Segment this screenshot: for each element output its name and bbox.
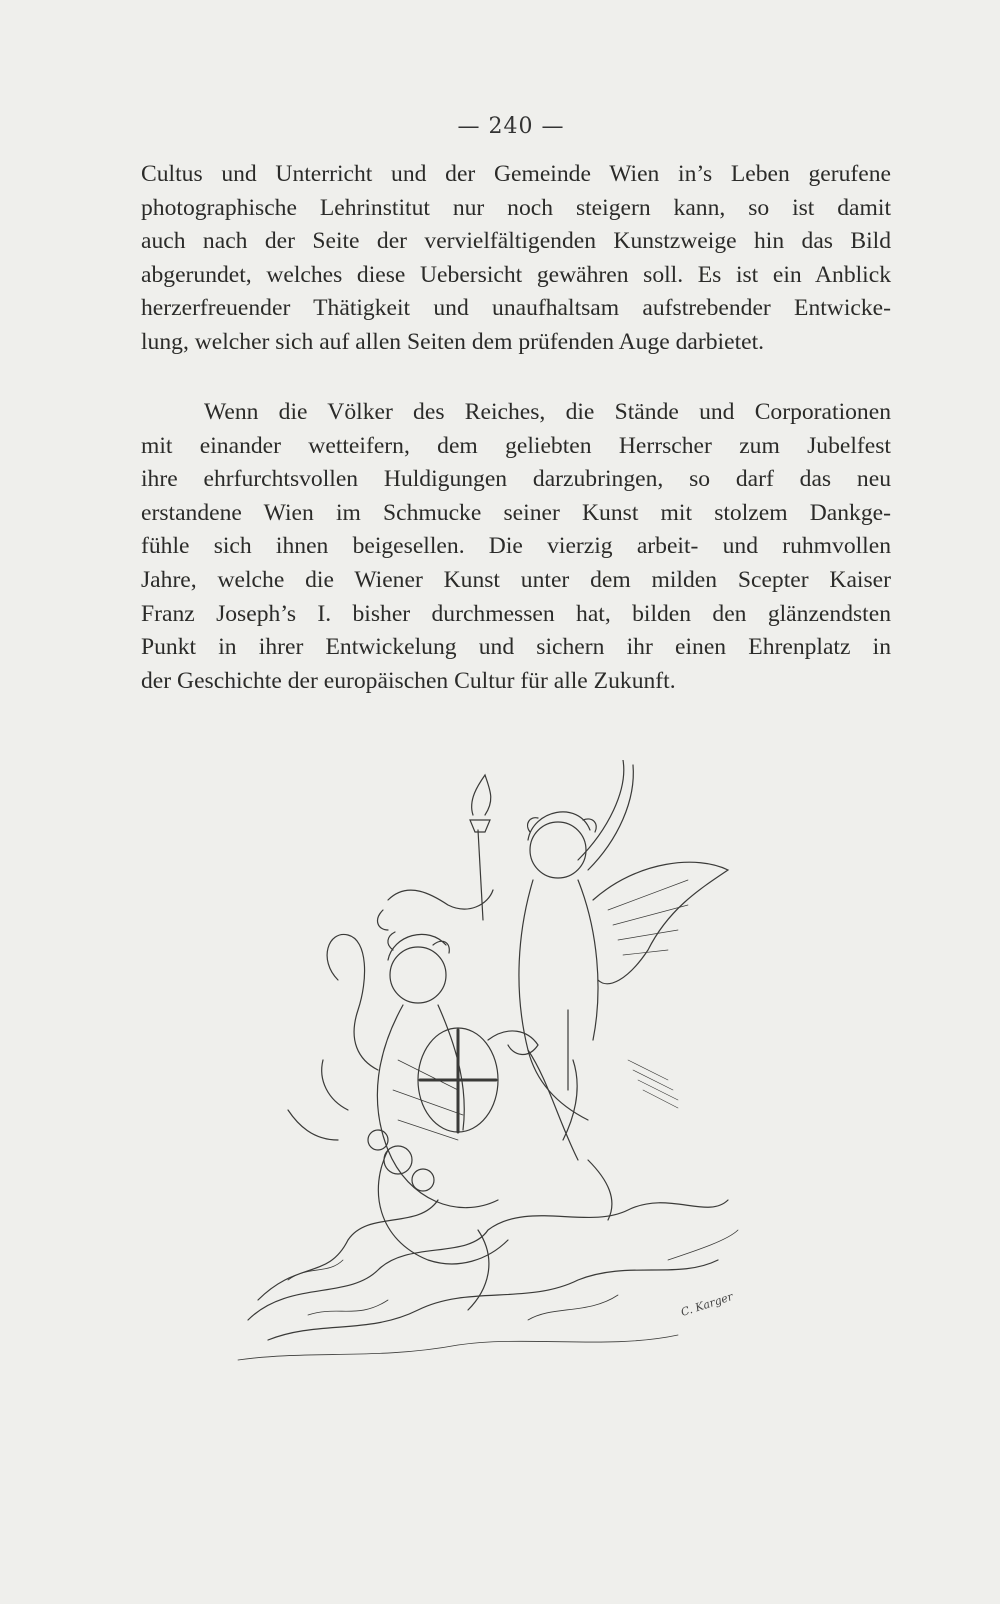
text-line: Cultus und Unterricht und der Gemeinde Wien in’s Leben gerufene (141, 161, 891, 187)
text-line: erstandene Wien im Schmucke seiner Kunst mit stolzem Dankge- (141, 499, 891, 526)
text-line: photographische Lehrinstitut nur noch steigern kann, so ist damit (141, 194, 891, 221)
cloud-icon (248, 1200, 728, 1320)
artist-signature: C. Karger (679, 1289, 735, 1320)
text-line: lung, welcher sich auf allen Seiten dem prüfenden Auge darbietet. (141, 328, 765, 355)
text-line: Jahre, welche die Wiener Kunst unter dem milden Scepter Kaiser (141, 566, 891, 593)
text-line: mit einander wetteifern, dem geliebten Herrscher zum Jubelfest (141, 432, 891, 459)
paragraph-1 (141, 158, 891, 360)
wing-icon (593, 862, 728, 984)
text-line: Franz Joseph’s I. bisher durchmessen hat, bilden den glänzendsten (141, 600, 891, 627)
text-line: ihre ehrfurchtsvollen Huldigungen darzubringen, so darf das neu (141, 466, 891, 493)
paragraph-2 (141, 396, 891, 698)
page-number: — 240 — (457, 114, 565, 139)
cherub-head-icon (390, 947, 446, 1003)
cherub-head-icon (530, 822, 586, 878)
text-line: der Geschichte der europäischen Cultur für alle Zukunft. (141, 667, 676, 694)
text-line: Punkt in ihrer Entwickelung und sichern ihr einen Ehrenplatz in (141, 634, 891, 661)
cherubs-illustration (228, 760, 748, 1400)
text-line: abgerundet, welches diese Uebersicht gewähren soll. Es ist ein Anblick (141, 261, 891, 288)
text-line: herzerfreuender Thätigkeit und unaufhaltsam aufstrebender Entwicke- (141, 295, 891, 322)
text-line: Wenn die Völker des Reiches, die Stände und Corporationen (204, 399, 891, 425)
text-line: auch nach der Seite der vervielfältigenden Kunstzweige hin das Bild (141, 228, 891, 255)
text-line: fühle sich ihnen beigesellen. Die vierzig arbeit- und ruhmvollen (141, 533, 891, 560)
